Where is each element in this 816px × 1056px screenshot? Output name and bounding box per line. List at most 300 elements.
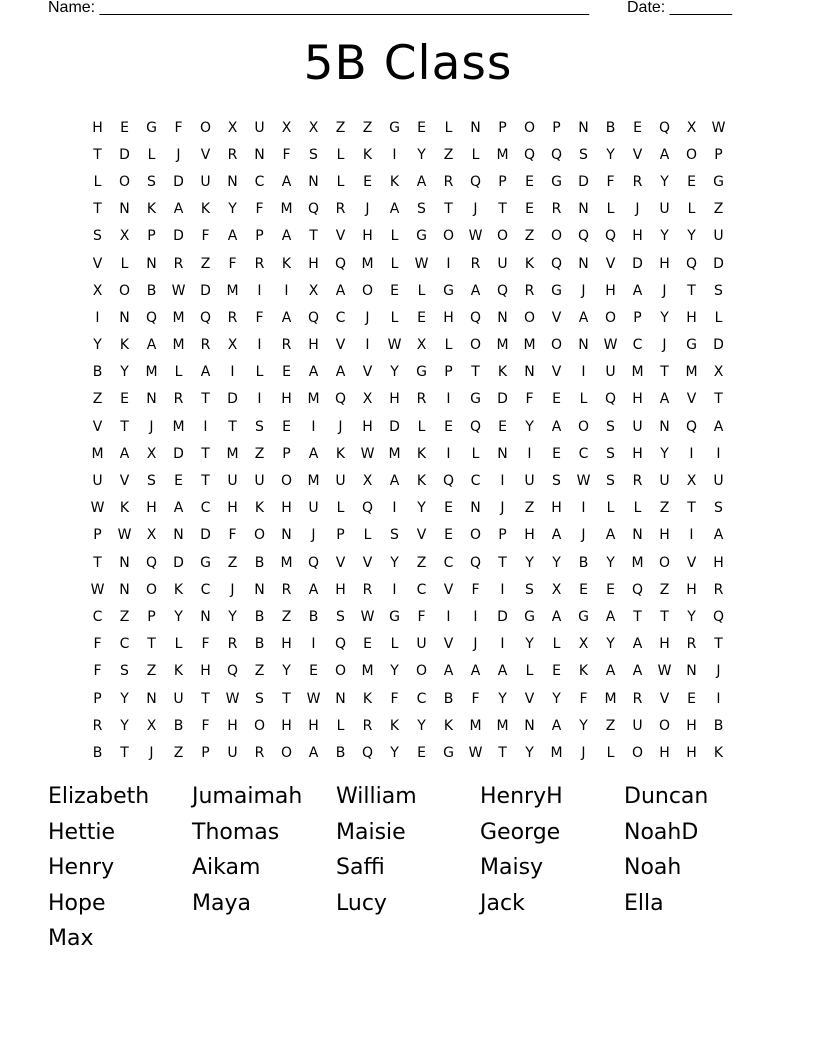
grid-letter: W: [225, 690, 240, 707]
grid-row: [84, 413, 732, 440]
grid-letter: N: [254, 146, 265, 163]
grid-letter: G: [416, 364, 427, 381]
word-list-item: Lucy: [336, 890, 387, 916]
grid-letter: L: [579, 391, 588, 408]
grid-letter: V: [335, 228, 346, 245]
grid-letter: R: [254, 255, 265, 272]
grid-letter: Z: [524, 228, 535, 245]
grid-letter: Z: [659, 581, 670, 598]
grid-letter: O: [118, 173, 131, 190]
grid-letter: T: [660, 608, 669, 625]
grid-letter: O: [442, 228, 455, 245]
grid-letter: J: [716, 663, 721, 680]
grid-letter: K: [713, 744, 724, 761]
grid-letter: E: [525, 201, 534, 218]
grid-letter: U: [254, 119, 265, 136]
grid-letter: Y: [498, 690, 507, 707]
grid-letter: Z: [443, 146, 454, 163]
word-list: [48, 779, 768, 957]
grid-letter: E: [363, 173, 372, 190]
grid-letter: Q: [361, 500, 374, 517]
grid-letter: R: [632, 173, 643, 190]
grid-row: [84, 495, 732, 522]
grid-letter: L: [417, 418, 426, 435]
grid-letter: T: [201, 391, 210, 408]
grid-letter: R: [227, 309, 238, 326]
grid-letter: H: [686, 744, 697, 761]
grid-letter: M: [307, 391, 320, 408]
grid-letter: G: [416, 228, 427, 245]
grid-row: [84, 739, 732, 766]
grid-letter: Y: [417, 717, 426, 734]
grid-letter: S: [417, 201, 426, 218]
grid-row: [84, 522, 732, 549]
grid-letter: W: [171, 282, 186, 299]
grid-letter: W: [360, 445, 375, 462]
grid-letter: J: [365, 201, 370, 218]
grid-letter: X: [281, 119, 292, 136]
grid-letter: H: [281, 391, 292, 408]
grid-letter: O: [577, 418, 590, 435]
grid-letter: F: [255, 201, 264, 218]
grid-letter: H: [281, 717, 292, 734]
grid-letter: O: [658, 554, 671, 571]
grid-letter: Y: [93, 337, 102, 354]
grid-letter: Y: [525, 744, 534, 761]
grid-letter: M: [631, 364, 644, 381]
grid-letter: L: [93, 173, 102, 190]
grid-letter: O: [361, 282, 374, 299]
grid-letter: M: [604, 690, 617, 707]
grid-letter: Q: [631, 581, 644, 598]
grid-letter: L: [390, 309, 399, 326]
grid-row: [84, 467, 732, 494]
grid-letter: J: [500, 500, 505, 517]
grid-letter: Z: [146, 663, 157, 680]
grid-letter: S: [579, 146, 588, 163]
grid-letter: O: [523, 119, 536, 136]
grid-letter: D: [200, 282, 211, 299]
grid-letter: I: [257, 282, 262, 299]
grid-letter: Y: [390, 744, 399, 761]
grid-letter: A: [389, 201, 400, 218]
grid-letter: Z: [713, 201, 724, 218]
grid-letter: Z: [524, 500, 535, 517]
grid-letter: F: [471, 581, 480, 598]
grid-letter: P: [498, 173, 507, 190]
grid-letter: W: [387, 337, 402, 354]
grid-letter: A: [605, 663, 616, 680]
grid-letter: S: [606, 473, 615, 490]
grid-letter: R: [362, 581, 373, 598]
grid-letter: J: [581, 744, 586, 761]
grid-letter: D: [173, 554, 184, 571]
grid-letter: G: [200, 554, 211, 571]
grid-letter: W: [360, 608, 375, 625]
grid-letter: H: [686, 581, 697, 598]
word-list-item: HenryH: [480, 784, 563, 809]
grid-letter: A: [119, 445, 130, 462]
grid-letter: N: [227, 173, 238, 190]
grid-letter: T: [147, 636, 156, 653]
grid-letter: P: [282, 445, 291, 462]
grid-row: [84, 168, 732, 195]
grid-letter: R: [362, 717, 373, 734]
grid-letter: Q: [442, 473, 455, 490]
grid-letter: E: [687, 690, 696, 707]
grid-letter: J: [581, 527, 586, 544]
grid-letter: U: [713, 473, 724, 490]
grid-letter: I: [365, 337, 370, 354]
grid-letter: H: [605, 282, 616, 299]
grid-letter: A: [308, 744, 319, 761]
grid-letter: A: [470, 282, 481, 299]
grid-letter: K: [416, 473, 427, 490]
grid-letter: G: [686, 337, 697, 354]
grid-letter: S: [309, 146, 318, 163]
grid-letter: Q: [712, 608, 725, 625]
grid-letter: E: [282, 418, 291, 435]
grid-letter: M: [145, 364, 158, 381]
grid-letter: M: [550, 744, 563, 761]
grid-letter: U: [308, 500, 319, 517]
grid-letter: I: [446, 391, 451, 408]
grid-letter: V: [362, 554, 373, 571]
word-list-item: George: [480, 819, 561, 845]
grid-letter: H: [632, 228, 643, 245]
grid-letter: I: [311, 636, 316, 653]
grid-letter: H: [92, 119, 103, 136]
grid-letter: N: [578, 255, 589, 272]
grid-row: [84, 250, 732, 277]
grid-letter: Q: [550, 146, 563, 163]
grid-letter: I: [311, 418, 316, 435]
grid-row: [84, 603, 732, 630]
grid-letter: K: [254, 500, 265, 517]
grid-letter: L: [606, 201, 615, 218]
grid-letter: A: [605, 608, 616, 625]
grid-letter: A: [227, 228, 238, 245]
grid-letter: X: [578, 636, 589, 653]
grid-letter: R: [281, 337, 292, 354]
grid-letter: P: [498, 527, 507, 544]
grid-letter: H: [551, 500, 562, 517]
word-list-item: Hettie: [48, 819, 115, 845]
grid-letter: L: [390, 636, 399, 653]
word-list-item: Duncan: [624, 784, 709, 809]
grid-letter: F: [228, 527, 237, 544]
grid-letter: A: [605, 527, 616, 544]
grid-letter: A: [551, 418, 562, 435]
grid-letter: M: [361, 255, 374, 272]
grid-letter: U: [227, 473, 238, 490]
grid-letter: N: [146, 391, 157, 408]
grid-letter: A: [713, 418, 724, 435]
grid-letter: I: [716, 690, 721, 707]
grid-letter: Y: [120, 364, 129, 381]
grid-letter: L: [336, 717, 345, 734]
grid-letter: Y: [687, 228, 696, 245]
grid-letter: I: [284, 282, 289, 299]
grid-letter: C: [416, 581, 427, 598]
grid-letter: A: [632, 636, 643, 653]
grid-letter: F: [606, 173, 615, 190]
grid-letter: X: [686, 119, 697, 136]
grid-row: [84, 141, 732, 168]
word-list-item: Max: [48, 926, 94, 952]
grid-letter: M: [523, 337, 536, 354]
grid-letter: S: [336, 608, 345, 625]
grid-letter: P: [633, 309, 642, 326]
grid-letter: K: [497, 364, 508, 381]
grid-letter: T: [201, 473, 210, 490]
grid-letter: M: [496, 337, 509, 354]
grid-letter: U: [605, 364, 616, 381]
grid-letter: S: [606, 445, 615, 462]
grid-letter: E: [444, 500, 453, 517]
grid-letter: H: [335, 581, 346, 598]
grid-letter: Y: [120, 690, 129, 707]
grid-letter: R: [281, 581, 292, 598]
grid-letter: L: [390, 228, 399, 245]
grid-letter: G: [578, 608, 589, 625]
grid-letter: U: [632, 418, 643, 435]
grid-letter: Q: [361, 744, 374, 761]
grid-letter: Z: [254, 663, 265, 680]
grid-letter: P: [147, 608, 156, 625]
grid-letter: O: [415, 663, 428, 680]
grid-row: [84, 440, 732, 467]
grid-letter: Y: [525, 418, 534, 435]
grid-letter: K: [389, 717, 400, 734]
grid-letter: R: [632, 690, 643, 707]
grid-row: [84, 658, 732, 685]
letter-grid: [84, 114, 732, 767]
grid-letter: J: [176, 146, 181, 163]
grid-letter: Y: [228, 201, 237, 218]
grid-letter: X: [308, 119, 319, 136]
grid-letter: V: [335, 554, 346, 571]
grid-letter: Q: [307, 554, 320, 571]
grid-letter: Q: [334, 636, 347, 653]
grid-letter: N: [470, 119, 481, 136]
word-list-item: Jack: [480, 890, 525, 916]
grid-letter: E: [417, 744, 426, 761]
grid-letter: C: [254, 173, 265, 190]
grid-letter: V: [551, 364, 562, 381]
grid-letter: X: [227, 337, 238, 354]
grid-letter: G: [470, 391, 481, 408]
grid-letter: D: [713, 255, 724, 272]
grid-letter: V: [200, 146, 211, 163]
grid-letter: N: [281, 527, 292, 544]
grid-letter: Q: [307, 201, 320, 218]
grid-letter: Q: [685, 418, 698, 435]
word-list-item: Maisie: [336, 819, 406, 845]
grid-letter: E: [633, 119, 642, 136]
grid-letter: H: [308, 255, 319, 272]
grid-letter: O: [523, 309, 536, 326]
grid-letter: Z: [173, 744, 184, 761]
grid-letter: T: [498, 201, 507, 218]
grid-letter: D: [173, 173, 184, 190]
grid-letter: A: [632, 663, 643, 680]
grid-letter: Z: [254, 445, 265, 462]
grid-letter: W: [90, 500, 105, 517]
grid-letter: Q: [604, 228, 617, 245]
grid-letter: D: [389, 418, 400, 435]
grid-letter: E: [309, 663, 318, 680]
grid-letter: P: [93, 527, 102, 544]
grid-letter: I: [392, 146, 397, 163]
grid-letter: Q: [523, 146, 536, 163]
grid-letter: Y: [660, 228, 669, 245]
grid-letter: M: [388, 445, 401, 462]
grid-letter: V: [92, 255, 103, 272]
grid-letter: G: [551, 173, 562, 190]
grid-letter: B: [335, 744, 346, 761]
grid-letter: V: [92, 418, 103, 435]
grid-letter: R: [551, 201, 562, 218]
grid-letter: N: [119, 554, 130, 571]
grid-letter: Q: [469, 309, 482, 326]
grid-letter: Q: [226, 663, 239, 680]
grid-letter: H: [200, 663, 211, 680]
grid-letter: M: [172, 309, 185, 326]
grid-letter: J: [149, 744, 154, 761]
grid-letter: I: [446, 608, 451, 625]
grid-letter: R: [632, 473, 643, 490]
grid-letter: Z: [200, 255, 211, 272]
grid-letter: F: [390, 690, 399, 707]
grid-letter: Z: [119, 608, 130, 625]
grid-letter: T: [714, 391, 723, 408]
grid-letter: K: [173, 581, 184, 598]
grid-letter: K: [173, 663, 184, 680]
word-list-item: Maya: [192, 890, 251, 916]
grid-letter: R: [416, 391, 427, 408]
grid-letter: Y: [552, 690, 561, 707]
grid-letter: O: [118, 282, 131, 299]
grid-letter: A: [308, 445, 319, 462]
grid-letter: A: [308, 364, 319, 381]
grid-letter: C: [470, 473, 481, 490]
grid-letter: M: [91, 445, 104, 462]
grid-letter: I: [581, 500, 586, 517]
grid-letter: E: [444, 418, 453, 435]
grid-letter: M: [226, 282, 239, 299]
grid-letter: K: [200, 201, 211, 218]
grid-letter: V: [443, 581, 454, 598]
grid-letter: U: [335, 473, 346, 490]
grid-letter: E: [282, 364, 291, 381]
grid-letter: Q: [604, 391, 617, 408]
grid-letter: O: [685, 146, 698, 163]
grid-letter: A: [173, 500, 184, 517]
grid-letter: D: [119, 146, 130, 163]
grid-letter: M: [280, 554, 293, 571]
grid-letter: H: [362, 228, 373, 245]
grid-letter: L: [444, 119, 453, 136]
grid-letter: C: [335, 309, 346, 326]
word-list-item: NoahD: [624, 819, 699, 845]
grid-letter: Z: [362, 119, 373, 136]
grid-letter: D: [713, 337, 724, 354]
grid-letter: A: [200, 364, 211, 381]
grid-letter: O: [658, 717, 671, 734]
grid-letter: H: [443, 309, 454, 326]
grid-letter: J: [149, 418, 154, 435]
grid-letter: T: [714, 636, 723, 653]
grid-letter: S: [147, 173, 156, 190]
grid-letter: I: [257, 391, 262, 408]
grid-letter: V: [686, 554, 697, 571]
grid-letter: D: [173, 445, 184, 462]
grid-letter: K: [362, 690, 373, 707]
grid-letter: H: [308, 337, 319, 354]
grid-letter: P: [552, 119, 561, 136]
grid-row: [84, 223, 732, 250]
grid-letter: X: [146, 445, 157, 462]
grid-letter: Y: [417, 500, 426, 517]
grid-letter: D: [173, 228, 184, 245]
grid-letter: T: [120, 744, 129, 761]
grid-letter: O: [199, 119, 212, 136]
grid-letter: C: [200, 581, 211, 598]
grid-letter: O: [145, 581, 158, 598]
grid-letter: X: [146, 527, 157, 544]
grid-letter: Q: [334, 391, 347, 408]
grid-letter: Q: [199, 309, 212, 326]
grid-letter: E: [444, 527, 453, 544]
grid-letter: K: [578, 663, 589, 680]
grid-letter: S: [390, 527, 399, 544]
grid-letter: H: [281, 636, 292, 653]
grid-letter: D: [497, 608, 508, 625]
grid-letter: C: [119, 636, 130, 653]
grid-letter: T: [309, 228, 318, 245]
grid-letter: S: [93, 228, 102, 245]
grid-letter: I: [203, 418, 208, 435]
grid-letter: K: [362, 146, 373, 163]
grid-letter: A: [443, 663, 454, 680]
grid-letter: N: [578, 119, 589, 136]
grid-letter: V: [659, 690, 670, 707]
grid-letter: E: [417, 309, 426, 326]
grid-letter: L: [606, 500, 615, 517]
grid-letter: T: [633, 608, 642, 625]
grid-letter: N: [308, 173, 319, 190]
grid-letter: M: [685, 364, 698, 381]
grid-letter: E: [687, 173, 696, 190]
grid-letter: F: [174, 119, 183, 136]
grid-letter: O: [280, 473, 293, 490]
grid-letter: N: [686, 663, 697, 680]
grid-letter: V: [416, 527, 427, 544]
grid-letter: K: [416, 445, 427, 462]
grid-letter: I: [95, 309, 100, 326]
grid-letter: J: [473, 201, 478, 218]
grid-letter: C: [632, 337, 643, 354]
grid-letter: O: [469, 337, 482, 354]
grid-letter: F: [93, 636, 102, 653]
grid-letter: A: [497, 663, 508, 680]
grid-row: [84, 332, 732, 359]
grid-letter: E: [120, 391, 129, 408]
grid-row: [84, 712, 732, 739]
grid-letter: M: [361, 663, 374, 680]
grid-letter: T: [93, 201, 102, 218]
